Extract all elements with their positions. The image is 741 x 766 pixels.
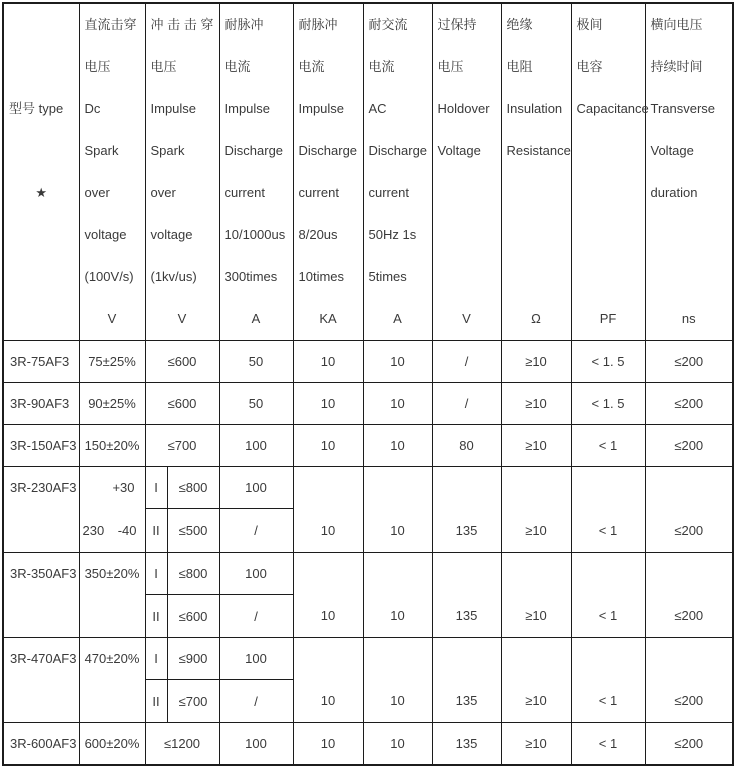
cell-value: 10 <box>320 523 336 538</box>
header-col-impulse-voltage <box>145 3 219 341</box>
cell-value: 10 <box>390 693 405 708</box>
ac-discharge-cell: 10 <box>363 425 432 467</box>
header-line <box>433 256 501 298</box>
impulse-discharge-8-20-cell: 10 <box>293 383 363 425</box>
header-line: (100V/s) <box>84 269 134 284</box>
header-line: over <box>84 185 110 200</box>
impulse-discharge-8-20-cell: 10 <box>293 425 363 467</box>
insulation-cell: ≥10 <box>501 425 571 467</box>
grade-cell: II <box>145 595 167 638</box>
insulation-cell: ≥10 <box>501 723 571 765</box>
transverse-cell: ≤200 <box>645 723 733 765</box>
table-row <box>3 341 733 383</box>
cell-value: ≤200 <box>674 523 704 538</box>
insulation-cell: ≥10 <box>501 341 571 383</box>
header-line: 极间 <box>576 17 603 32</box>
dc-base-value: 230 <box>82 523 105 538</box>
transverse-cell: ≤200 <box>645 383 733 425</box>
impulse-discharge-cell: / <box>219 509 293 553</box>
holdover-cell: 80 <box>432 425 501 467</box>
header-line <box>433 214 501 256</box>
dc-value: 470±20% <box>84 651 140 666</box>
header-line: Capacitance <box>576 101 649 116</box>
header-line: Discharge <box>298 143 358 158</box>
grade-cell: I <box>145 467 167 509</box>
dc-voltage-cell <box>79 638 145 723</box>
dc-value: 350±20% <box>84 566 140 581</box>
header-line: (1kv/us) <box>150 269 197 284</box>
header-line: 50Hz 1s <box>368 227 417 242</box>
dc-voltage-cell: 90±25% <box>79 383 145 425</box>
impulse-discharge-8-20-cell <box>293 638 363 723</box>
header-col-transverse-voltage-duration <box>645 3 733 341</box>
header-line: 电压 <box>437 59 464 74</box>
ac-discharge-cell: 10 <box>363 383 432 425</box>
insulation-cell: ≥10 <box>501 383 571 425</box>
unit-label: A <box>251 311 261 326</box>
impulse-discharge-cell: 100 <box>219 553 293 595</box>
header-col-impulse-discharge-current-8-20 <box>293 3 363 341</box>
unit-label: PF <box>599 311 617 326</box>
capacitance-cell: < 1. 5 <box>571 383 645 425</box>
cell-value: 10 <box>320 693 336 708</box>
header-line: Dc <box>84 101 101 116</box>
holdover-cell: 135 <box>432 723 501 765</box>
model-label: 3R-350AF3 <box>10 566 77 581</box>
header-line: 电压 <box>84 59 111 74</box>
ac-discharge-cell: 10 <box>363 341 432 383</box>
header-line: 横向电压 <box>650 17 703 32</box>
header-line: Spark <box>84 143 119 158</box>
header-line <box>646 214 733 256</box>
header-line: current <box>224 185 265 200</box>
header-line: Impulse <box>224 101 271 116</box>
impulse-discharge-cell: 100 <box>219 723 293 765</box>
header-line: Impulse <box>298 101 345 116</box>
holdover-cell <box>432 467 501 553</box>
dc-base-line <box>80 509 145 552</box>
ac-discharge-cell <box>363 638 432 723</box>
grade-cell: I <box>145 638 167 680</box>
header-line <box>502 172 571 214</box>
ac-discharge-cell: 10 <box>363 723 432 765</box>
impulse-voltage-cell: ≤800 <box>167 553 219 595</box>
capacitance-cell: < 1. 5 <box>571 341 645 383</box>
header-line: AC <box>368 101 387 116</box>
model-cell: 3R-150AF3 <box>3 425 79 467</box>
header-line <box>4 46 79 88</box>
dc-voltage-cell <box>79 553 145 638</box>
capacitance-cell <box>571 467 645 553</box>
unit-label: ns <box>681 311 696 326</box>
dc-voltage-cell: 75±25% <box>79 341 145 383</box>
header-line: 持续时间 <box>650 59 703 74</box>
grade-cell: II <box>145 680 167 723</box>
table-row <box>3 425 733 467</box>
model-cell <box>3 638 79 723</box>
unit-label: Ω <box>531 311 541 326</box>
header-line: Resistance <box>506 143 571 158</box>
header-line: 绝缘 <box>506 17 533 32</box>
dc-voltage-cell <box>79 467 145 553</box>
header-line: Discharge <box>224 143 284 158</box>
impulse-voltage-cell: ≤1200 <box>145 723 219 765</box>
capacitance-cell: < 1 <box>571 723 645 765</box>
dc-tolerance-plus: +30 <box>112 480 135 495</box>
impulse-discharge-cell: 50 <box>219 383 293 425</box>
model-cell: 3R-90AF3 <box>3 383 79 425</box>
model-cell: 3R-600AF3 <box>3 723 79 765</box>
dc-voltage-cell: 600±20% <box>79 723 145 765</box>
dc-voltage-cell: 150±20% <box>79 425 145 467</box>
unit-label: KA <box>319 311 337 326</box>
header-line: voltage <box>150 227 193 242</box>
table-row <box>3 383 733 425</box>
header-type-label: 型号 type <box>9 101 64 116</box>
impulse-discharge-cell: 100 <box>219 425 293 467</box>
header-line <box>502 256 571 298</box>
header-col-holdover-voltage <box>432 3 501 341</box>
transverse-cell: ≤200 <box>645 425 733 467</box>
header-line: voltage <box>84 227 127 242</box>
star-icon: ★ <box>35 185 48 200</box>
header-col-capacitance <box>571 3 649 341</box>
header-line <box>4 4 79 46</box>
cell-value: < 1 <box>598 608 618 623</box>
header-line: current <box>368 185 409 200</box>
impulse-discharge-8-20-cell <box>293 553 363 638</box>
impulse-discharge-cell: / <box>219 595 293 638</box>
header-line: Insulation <box>506 101 563 116</box>
cell-value: 10 <box>390 523 405 538</box>
header-line: 电流 <box>298 59 325 74</box>
header-line: 电容 <box>576 59 603 74</box>
insulation-cell <box>501 467 571 553</box>
transverse-cell <box>645 553 733 638</box>
model-label: 3R-230AF3 <box>10 480 77 495</box>
grade-cell: II <box>145 509 167 553</box>
unit-label: V <box>107 311 117 326</box>
table-row <box>3 638 733 680</box>
header-line: 耐脉冲 <box>224 17 264 32</box>
header-line: Voltage <box>650 143 694 158</box>
header-line: current <box>298 185 339 200</box>
impulse-voltage-cell: ≤500 <box>167 509 219 553</box>
model-label: 3R-470AF3 <box>10 651 77 666</box>
header-line <box>4 130 79 172</box>
cell-value: < 1 <box>598 693 618 708</box>
header-col-insulation-resistance <box>501 3 571 341</box>
header-line <box>646 256 733 298</box>
header-line: Voltage <box>437 143 481 158</box>
impulse-discharge-cell: 100 <box>219 638 293 680</box>
header-line: 过保持 <box>437 17 477 32</box>
impulse-discharge-8-20-cell: 10 <box>293 723 363 765</box>
model-cell <box>3 553 79 638</box>
cell-value: 135 <box>455 693 478 708</box>
header-line <box>4 298 79 340</box>
unit-label: V <box>462 311 471 326</box>
impulse-voltage-cell: ≤800 <box>167 467 219 509</box>
impulse-discharge-cell: 50 <box>219 341 293 383</box>
cell-value: 10 <box>390 608 405 623</box>
insulation-cell <box>501 638 571 723</box>
spec-table <box>2 2 734 766</box>
header-line <box>572 130 645 172</box>
header-col-impulse-discharge-current <box>219 3 293 341</box>
dc-tolerance-minus: -40 <box>117 523 137 538</box>
cell-value: ≥10 <box>525 608 547 623</box>
cell-value: < 1 <box>598 523 618 538</box>
header-line <box>572 256 645 298</box>
header-line <box>572 172 645 214</box>
impulse-discharge-8-20-cell: 10 <box>293 341 363 383</box>
capacitance-cell <box>571 553 645 638</box>
header-line <box>433 172 501 214</box>
header-row <box>3 3 733 341</box>
impulse-discharge-cell: / <box>219 680 293 723</box>
cell-value: ≤200 <box>674 693 704 708</box>
holdover-cell: / <box>432 383 501 425</box>
header-line: 电流 <box>368 59 395 74</box>
cell-value: 135 <box>455 523 478 538</box>
capacitance-cell <box>571 638 645 723</box>
header-line: Transverse <box>650 101 716 116</box>
header-line: over <box>150 185 176 200</box>
header-line: Discharge <box>368 143 428 158</box>
header-line: 300times <box>224 269 278 284</box>
holdover-cell: / <box>432 341 501 383</box>
header-line: Spark <box>150 143 185 158</box>
table-row <box>3 723 733 765</box>
header-line: Holdover <box>437 101 490 116</box>
header-line <box>572 214 645 256</box>
header-col-type <box>3 3 79 341</box>
transverse-cell <box>645 467 733 553</box>
grade-cell: I <box>145 553 167 595</box>
unit-label: V <box>177 311 187 326</box>
transverse-cell: ≤200 <box>645 341 733 383</box>
insulation-cell <box>501 553 571 638</box>
header-col-dc-spark-voltage <box>79 3 145 341</box>
impulse-discharge-cell: 100 <box>219 467 293 509</box>
ac-discharge-cell <box>363 467 432 553</box>
table-row <box>3 553 733 595</box>
header-line: 5times <box>368 269 407 284</box>
header-line: duration <box>650 185 698 200</box>
ac-discharge-cell <box>363 553 432 638</box>
capacitance-cell: < 1 <box>571 425 645 467</box>
header-line: 电压 <box>150 59 177 74</box>
header-line <box>4 256 79 298</box>
impulse-discharge-8-20-cell <box>293 467 363 553</box>
cell-value: ≥10 <box>525 693 547 708</box>
header-line: 8/20us <box>298 227 338 242</box>
impulse-voltage-cell: ≤600 <box>167 595 219 638</box>
unit-label: A <box>393 311 402 326</box>
header-line: 直流击穿 <box>84 17 137 32</box>
header-line: 耐交流 <box>368 17 408 32</box>
cell-value: ≥10 <box>525 523 547 538</box>
transverse-cell <box>645 638 733 723</box>
header-line: 10/1000us <box>224 227 286 242</box>
impulse-voltage-cell: ≤700 <box>167 680 219 723</box>
header-line: 电流 <box>224 59 251 74</box>
model-cell <box>3 467 79 553</box>
header-line <box>502 214 571 256</box>
impulse-voltage-cell: ≤600 <box>145 383 219 425</box>
header-line: 冲 击 击 穿 <box>150 17 214 32</box>
header-line: 电阻 <box>506 59 533 74</box>
header-col-ac-discharge-current <box>363 3 432 341</box>
holdover-cell <box>432 638 501 723</box>
header-line <box>4 214 79 256</box>
header-line: 10times <box>298 269 345 284</box>
table-row <box>3 467 733 509</box>
impulse-voltage-cell: ≤900 <box>167 638 219 680</box>
cell-value: ≤200 <box>674 608 704 623</box>
impulse-voltage-cell: ≤700 <box>145 425 219 467</box>
header-line: 耐脉冲 <box>298 17 338 32</box>
holdover-cell <box>432 553 501 638</box>
impulse-voltage-cell: ≤600 <box>145 341 219 383</box>
header-line: Impulse <box>150 101 197 116</box>
model-cell: 3R-75AF3 <box>3 341 79 383</box>
cell-value: 135 <box>455 608 478 623</box>
cell-value: 10 <box>320 608 336 623</box>
